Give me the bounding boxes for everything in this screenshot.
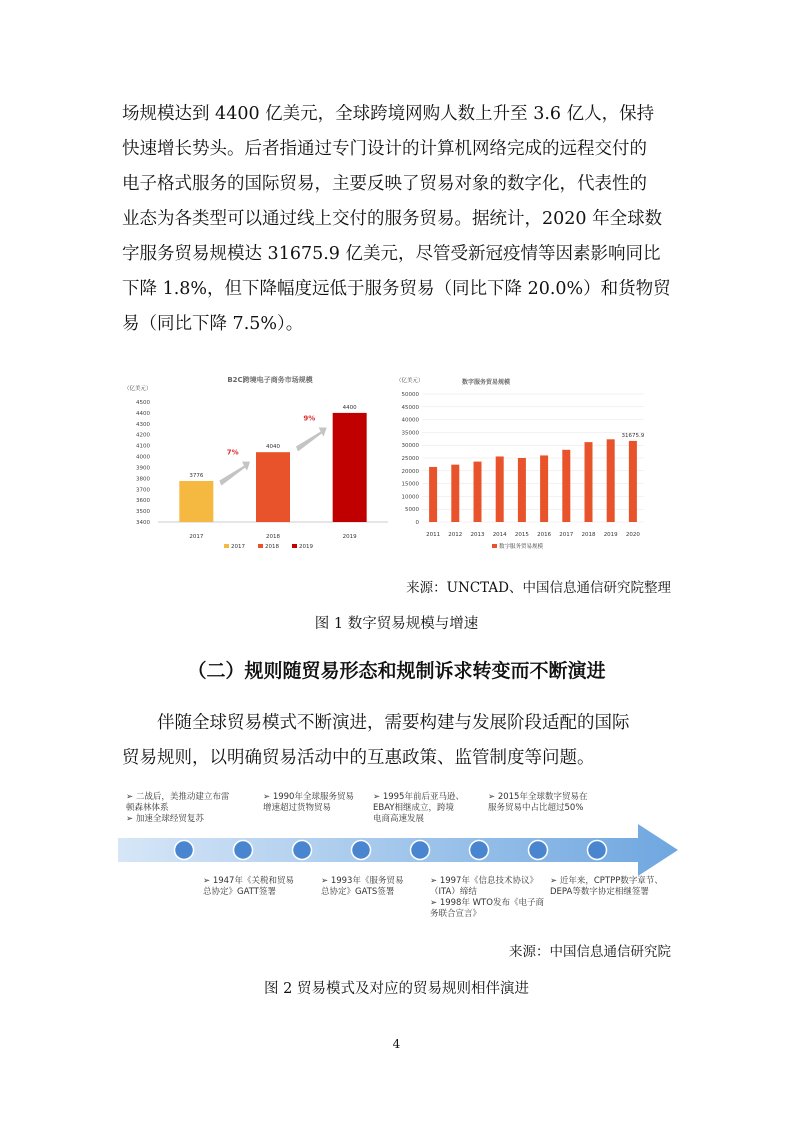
x-tick-label: 2019: [342, 534, 357, 540]
bar: [518, 458, 526, 522]
legend-swatch: [492, 544, 497, 548]
timeline-node: [175, 841, 194, 860]
timeline-label-line: ➢ 二战后，美推动建立布雷: [126, 792, 230, 802]
growth-arrow: [219, 462, 250, 486]
y-tick-label: 3600: [136, 498, 150, 505]
y-tick-label: 0: [415, 520, 419, 526]
timeline-label: [488, 792, 587, 814]
timeline-label-line: （ITA）缔结: [430, 887, 477, 897]
x-tick-label: 2017: [189, 534, 204, 540]
figure-1-caption: 图 1 数字贸易规模与增速: [314, 616, 479, 632]
timeline-label-line: EBAY相继成立，跨境: [373, 803, 455, 813]
timeline-label-line: 务联合宣言》: [430, 909, 482, 919]
y-tick-label: 3500: [136, 509, 150, 516]
y-tick-label: 25000: [401, 456, 419, 462]
timeline-label-line: ➢ 1995年前后亚马逊、: [373, 792, 464, 802]
text-line: 快速增长势头。后者指通过专门设计的计算机网络完成的远程交付的: [122, 139, 647, 159]
body-paragraph-1: [122, 97, 672, 342]
timeline-label-line: ➢ 加速全球经贸复苏: [126, 814, 204, 824]
data-label: 4400: [342, 404, 357, 411]
text-line: 场规模达到 4400 亿美元，全球跨境网购人数上升至 3.6 亿人，保持: [122, 104, 655, 124]
figure-2-source: 来源：中国信息通信研究院: [509, 944, 671, 960]
y-tick-label: 5000: [405, 507, 419, 514]
y-tick-label: 4400: [136, 410, 150, 417]
timeline-label-line: ➢ 1947年《关税和贸易: [203, 876, 294, 886]
text-line: 易（同比下降 7.5%）。: [122, 314, 304, 334]
legend-label: 2017: [231, 544, 245, 550]
bar: [562, 450, 570, 522]
text-line: 业态为各类型可以通过线上交付的服务贸易。据统计，2020 年全球数: [122, 209, 663, 229]
legend-swatch: [292, 544, 297, 548]
x-tick-label: 2019: [603, 532, 618, 538]
body-paragraph-2: [122, 706, 672, 776]
x-tick-label: 2020: [625, 532, 640, 538]
growth-label: 9%: [303, 414, 316, 423]
data-label: 4040: [266, 444, 280, 451]
figure-2-caption: 图 2 贸易模式及对应的贸易规则相伴演进: [264, 981, 529, 997]
timeline-label-line: DEPA等数字协定相继签署: [550, 887, 649, 897]
y-tick-label: 3700: [136, 487, 150, 494]
timeline-label-line: 增速超过货物贸易: [263, 803, 332, 813]
timeline-node: [293, 841, 312, 860]
x-tick-label: 2016: [537, 532, 552, 538]
timeline-label: [373, 792, 464, 825]
legend-swatch: [258, 544, 263, 548]
timeline-label-line: 电商高速发展: [373, 814, 425, 824]
data-label: 31675.9: [621, 432, 645, 439]
text-line: 字服务贸易规模达 31675.9 亿美元，尽管受新冠疫情等因素影响同比: [122, 244, 661, 264]
timeline-label-line: ➢ 1990年全球服务贸易: [263, 792, 354, 802]
legend-swatch: [224, 544, 229, 548]
figure-1-source: 来源：UNCTAD、中国信息通信研究院整理: [406, 580, 671, 596]
timeline-label-line: 顿森林体系: [126, 803, 169, 813]
bar: [333, 413, 367, 522]
bar: [256, 452, 290, 522]
bar: [607, 439, 615, 522]
chart-title: B2C跨境电子商务市场规模: [227, 376, 313, 384]
bar: [496, 456, 504, 522]
timeline-label-line: ➢ 1997年《信息技术协议》: [430, 876, 538, 886]
bar: [451, 465, 459, 522]
timeline-label: [203, 876, 294, 898]
y-tick-label: 10000: [401, 494, 419, 501]
bar: [179, 481, 213, 522]
timeline-node: [529, 841, 548, 860]
y-tick-label: 4100: [136, 443, 150, 450]
x-tick-label: 2012: [448, 532, 463, 538]
timeline-label-line: 服务贸易中占比超过50%: [488, 803, 584, 813]
y-tick-label: 20000: [401, 468, 419, 475]
text-line: 伴随全球贸易模式不断演进，需要构建与发展阶段适配的国际: [157, 713, 630, 733]
timeline-node: [352, 841, 371, 860]
y-tick-label: 30000: [401, 443, 419, 450]
page-number: 4: [392, 1037, 401, 1051]
bar: [629, 441, 637, 522]
timeline-label-line: 总协定》GATS签署: [321, 887, 395, 897]
timeline-label: [321, 876, 403, 898]
x-tick-label: 2014: [492, 532, 507, 538]
trade-rules-timeline: [118, 788, 678, 923]
x-tick-label: 2018: [266, 534, 280, 540]
y-tick-label: 40000: [401, 417, 419, 424]
timeline-label-line: 总协定》GATT签署: [203, 887, 276, 897]
timeline-label: [263, 792, 354, 814]
y-tick-label: 3400: [136, 520, 150, 526]
b2c-ecommerce-chart: [120, 372, 400, 550]
text-line: 贸易规则，以明确贸易活动中的互惠政策、监管制度等问题。: [122, 748, 595, 768]
digital-services-trade-chart: [392, 372, 654, 550]
y-tick-label: 35000: [401, 430, 419, 437]
timeline-node: [588, 841, 607, 860]
y-axis-label: （亿美元）: [124, 386, 152, 392]
timeline-label-line: ➢ 1993年《服务贸易: [321, 876, 404, 886]
chart-title: 数字服务贸易规模: [462, 379, 511, 386]
text-line: 下降 1.8%，但下降幅度远低于服务贸易（同比下降 20.0%）和货物贸: [122, 279, 671, 299]
data-label: 3776: [189, 472, 204, 479]
x-tick-label: 2013: [470, 532, 485, 538]
bar: [474, 462, 482, 522]
x-tick-label: 2011: [426, 532, 441, 538]
y-tick-label: 45000: [401, 404, 419, 411]
bar: [585, 442, 593, 522]
y-tick-label: 15000: [401, 481, 419, 488]
y-axis-label: （亿美元）: [396, 378, 424, 384]
growth-label: 7%: [226, 448, 239, 457]
y-tick-label: 4300: [136, 421, 150, 428]
x-tick-label: 2017: [559, 532, 574, 538]
legend-label: 2019: [299, 544, 313, 550]
y-tick-label: 4200: [136, 432, 150, 439]
y-tick-label: 3800: [136, 476, 150, 483]
legend-label: 2018: [265, 544, 279, 550]
timeline-label-line: ➢ 近年来，CPTPP数字章节、: [550, 876, 663, 886]
legend-label: 数字服务贸易规模: [499, 544, 544, 550]
timeline-label: [550, 876, 663, 898]
x-tick-label: 2015: [514, 532, 529, 538]
text-line: 电子格式服务的国际贸易，主要反映了贸易对象的数字化，代表性的: [122, 174, 647, 194]
timeline-label-line: ➢ 2015年全球数字贸易在: [488, 792, 588, 802]
y-tick-label: 4000: [136, 454, 150, 461]
timeline-label-line: ➢ 1998年 WTO发布《电子商: [430, 898, 544, 908]
bar: [429, 467, 437, 522]
y-tick-label: 4500: [136, 400, 150, 406]
x-tick-label: 2018: [581, 532, 596, 538]
section-heading: （二）规则随贸易形态和规制诉求转变而不断演进: [187, 660, 606, 682]
y-tick-label: 3900: [136, 465, 150, 472]
growth-arrow: [296, 428, 327, 452]
bar: [540, 455, 548, 522]
timeline-label: [430, 876, 544, 920]
timeline-label: [126, 792, 229, 825]
timeline-node: [470, 841, 489, 860]
y-tick-label: 50000: [401, 392, 419, 398]
timeline-node: [234, 841, 253, 860]
timeline-node: [411, 841, 430, 860]
